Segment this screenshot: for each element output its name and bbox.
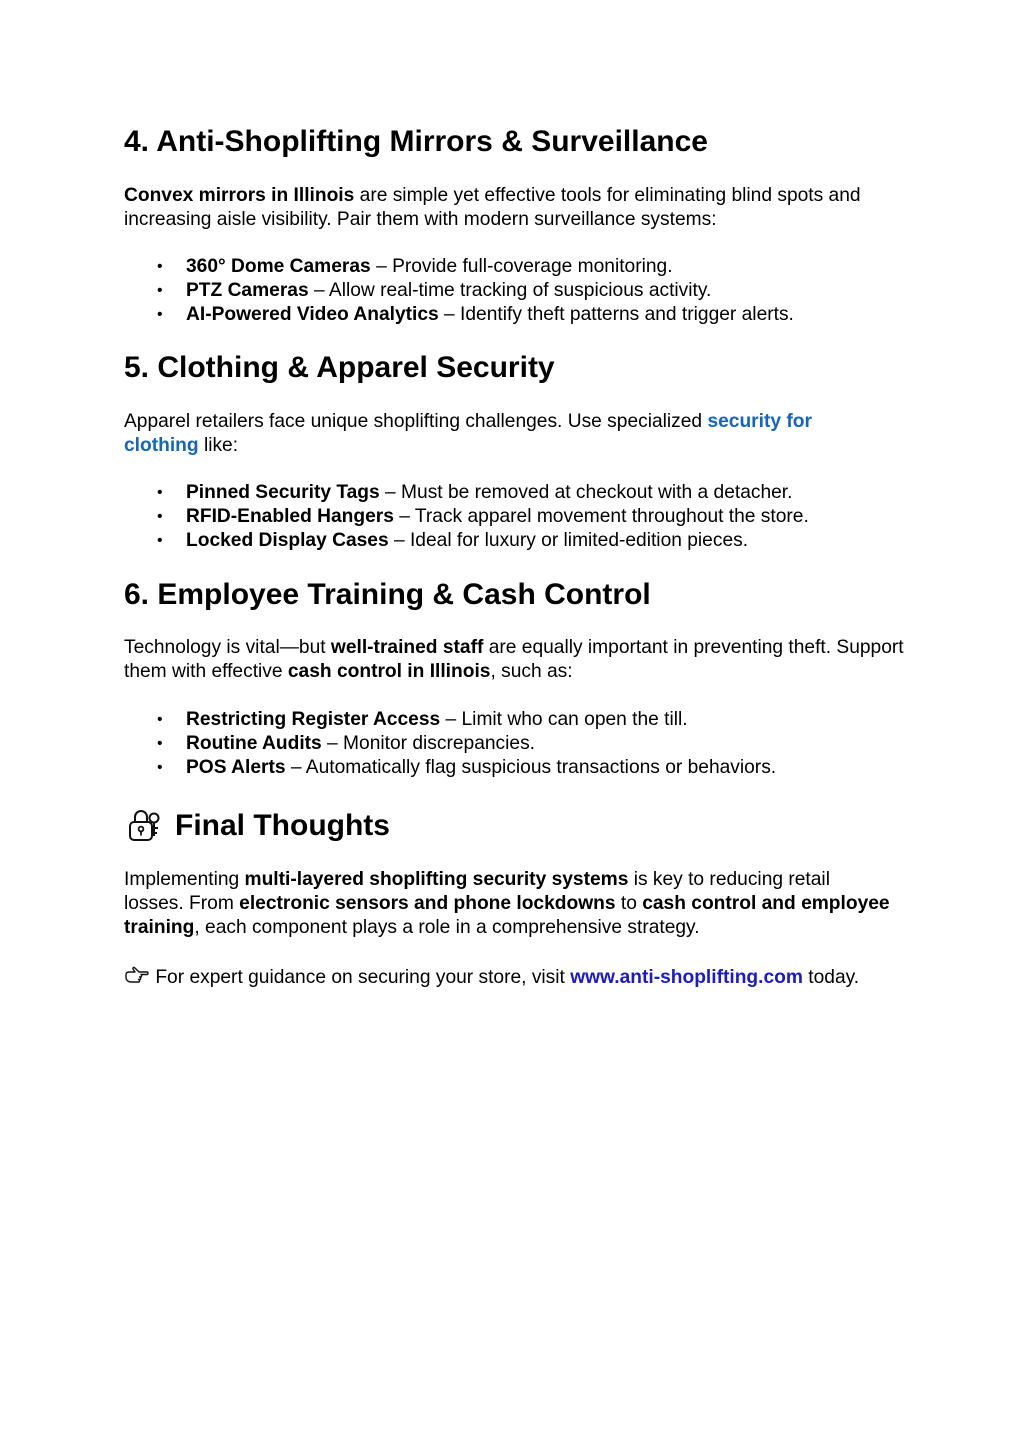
final-p1-a: Implementing: [124, 869, 245, 890]
list-item: [124, 708, 904, 732]
section-6-intro-b: well-trained staff: [330, 637, 484, 658]
list-item-bold: Locked Display Cases: [186, 530, 389, 551]
final-p1-b: multi-layered shoplifting security systems: [244, 869, 629, 890]
section-5-intro: [124, 410, 874, 458]
bullet: •: [157, 484, 163, 501]
section-5-list: [124, 481, 904, 553]
section-6-intro-d: cash control in Illinois: [287, 661, 491, 682]
list-item-bold: PTZ Cameras: [186, 280, 309, 301]
section-4-list: [124, 255, 904, 327]
list-item: [124, 255, 904, 279]
final-thoughts-heading: Final Thoughts: [175, 809, 390, 842]
bullet: •: [157, 258, 163, 275]
bullet: •: [157, 759, 163, 776]
final-p1-e: to: [615, 893, 643, 914]
list-item: [124, 303, 904, 327]
bullet: •: [157, 282, 163, 299]
section-6-list: [124, 708, 904, 780]
list-item: [124, 505, 904, 529]
list-item-text: – Identify theft patterns and trigger alerts.: [438, 304, 794, 325]
final-cta-end: today.: [802, 967, 860, 988]
final-p1-f: cash control and employee training: [124, 893, 890, 938]
list-item: [124, 529, 904, 553]
section-6-heading: 6. Employee Training & Cash Control: [124, 578, 651, 611]
section-5-heading: 5. Clothing & Apparel Security: [124, 351, 555, 384]
final-p1-g: , each component plays a role in a comprehensive strategy.: [194, 917, 700, 938]
final-thoughts-paragraph: [124, 868, 894, 940]
lock-key-icon: [128, 808, 162, 844]
list-item-bold: POS Alerts: [186, 757, 286, 778]
list-item-text: – Track apparel movement throughout the store.: [393, 506, 809, 527]
list-item-text: – Allow real-time tracking of suspicious activity.: [308, 280, 712, 301]
list-item-text: – Ideal for luxury or limited-edition pieces.: [388, 530, 749, 551]
list-item-bold: AI-Powered Video Analytics: [186, 304, 439, 325]
security-for-clothing-link[interactable]: security for clothing: [124, 411, 812, 456]
bullet: •: [157, 532, 163, 549]
bullet: •: [157, 711, 163, 728]
section-6-intro-c: are equally important in preventing theft. Support them with effective: [124, 637, 904, 682]
pointing-hand-icon: [124, 966, 150, 986]
anti-shoplifting-link[interactable]: www.anti-shoplifting.com: [570, 967, 803, 988]
bullet: •: [157, 508, 163, 525]
list-item: [124, 481, 904, 505]
list-item-bold: Restricting Register Access: [186, 709, 441, 730]
section-5-intro-end: like:: [198, 435, 239, 456]
list-item-bold: 360° Dome Cameras: [186, 256, 371, 277]
list-item: [124, 756, 904, 780]
section-4-intro-text: are simple yet effective tools for eliminating blind spots and increasing aisle visibility. Pair them with modern surveillance systems:: [124, 185, 861, 230]
final-cta-text: For expert guidance on securing your store, visit: [150, 967, 571, 988]
list-item: [124, 279, 904, 303]
bullet: •: [157, 735, 163, 752]
final-p1-d: electronic sensors and phone lockdowns: [239, 893, 616, 914]
bullet: •: [157, 306, 163, 323]
section-6-intro: [124, 636, 904, 684]
section-4-intro: [124, 184, 904, 232]
list-item-bold: RFID-Enabled Hangers: [186, 506, 394, 527]
list-item-bold: Pinned Security Tags: [186, 482, 380, 503]
final-cta-paragraph: [124, 966, 884, 990]
section-5-intro-text: Apparel retailers face unique shoplifting challenges. Use specialized: [124, 411, 708, 432]
list-item: [124, 732, 904, 756]
list-item-text: – Provide full-coverage monitoring.: [370, 256, 673, 277]
list-item-text: – Limit who can open the till.: [440, 709, 688, 730]
final-p1-c: is key to reducing retail losses. From: [124, 869, 830, 914]
list-item-text: – Must be removed at checkout with a detacher.: [379, 482, 793, 503]
list-item-bold: Routine Audits: [186, 733, 322, 754]
section-4-intro-bold: Convex mirrors in Illinois: [124, 185, 355, 206]
list-item-text: – Automatically flag suspicious transactions or behaviors.: [285, 757, 777, 778]
section-6-intro-a: Technology is vital—but: [124, 637, 331, 658]
list-item-text: – Monitor discrepancies.: [321, 733, 536, 754]
section-4-heading: 4. Anti-Shoplifting Mirrors & Surveillance: [124, 125, 708, 158]
section-6-intro-e: , such as:: [490, 661, 573, 682]
